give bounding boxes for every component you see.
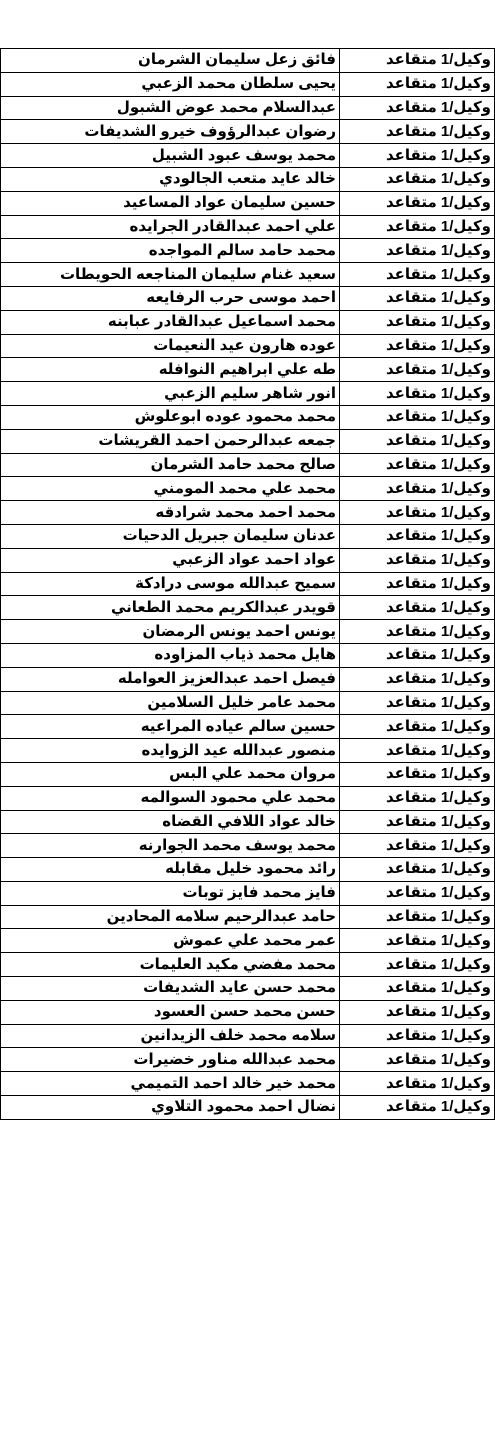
rank-cell: وكيل/1 متقاعد bbox=[340, 834, 495, 858]
rank-cell: وكيل/1 متقاعد bbox=[340, 49, 495, 73]
rank-cell: وكيل/1 متقاعد bbox=[340, 310, 495, 334]
table-row bbox=[1, 1072, 495, 1096]
name-cell: فيصل احمد عبدالعزيز العوامله bbox=[1, 667, 340, 691]
rank-cell: وكيل/1 متقاعد bbox=[340, 215, 495, 239]
table-row bbox=[1, 358, 495, 382]
table-row bbox=[1, 453, 495, 477]
rank-cell: وكيل/1 متقاعد bbox=[340, 1072, 495, 1096]
rank-cell: وكيل/1 متقاعد bbox=[340, 929, 495, 953]
table-row bbox=[1, 477, 495, 501]
name-cell: حسن محمد حسن العسود bbox=[1, 1000, 340, 1024]
table-row bbox=[1, 191, 495, 215]
table-row bbox=[1, 762, 495, 786]
rank-cell: وكيل/1 متقاعد bbox=[340, 524, 495, 548]
name-cell: سلامه محمد خلف الزيدانين bbox=[1, 1024, 340, 1048]
table-row bbox=[1, 548, 495, 572]
name-cell: قويدر عبدالكريم محمد الطعاني bbox=[1, 596, 340, 620]
table-row bbox=[1, 810, 495, 834]
table-row bbox=[1, 167, 495, 191]
rank-cell: وكيل/1 متقاعد bbox=[340, 1096, 495, 1120]
table-row bbox=[1, 667, 495, 691]
table-row bbox=[1, 929, 495, 953]
name-cell: مروان محمد علي البس bbox=[1, 762, 340, 786]
name-cell: انور شاهر سليم الزعبي bbox=[1, 382, 340, 406]
name-cell: محمد مفضي مكيد العليمات bbox=[1, 953, 340, 977]
name-cell: سميح عبدالله موسى درادكة bbox=[1, 572, 340, 596]
rank-cell: وكيل/1 متقاعد bbox=[340, 786, 495, 810]
table-row bbox=[1, 1048, 495, 1072]
table-row bbox=[1, 977, 495, 1001]
roster-sheet bbox=[0, 48, 495, 1120]
table-row bbox=[1, 49, 495, 73]
rank-cell: وكيل/1 متقاعد bbox=[340, 263, 495, 287]
name-cell: حامد عبدالرحيم سلامه المحادين bbox=[1, 905, 340, 929]
rank-cell: وكيل/1 متقاعد bbox=[340, 715, 495, 739]
table-row bbox=[1, 405, 495, 429]
table-row bbox=[1, 739, 495, 763]
table-row bbox=[1, 286, 495, 310]
name-cell: احمد موسى حرب الرفايعه bbox=[1, 286, 340, 310]
name-cell: محمد محمود عوده ابوعلوش bbox=[1, 405, 340, 429]
name-cell: نضال احمد محمود التلاوي bbox=[1, 1096, 340, 1120]
name-cell: عبدالسلام محمد عوض الشبول bbox=[1, 96, 340, 120]
rank-cell: وكيل/1 متقاعد bbox=[340, 429, 495, 453]
rank-cell: وكيل/1 متقاعد bbox=[340, 358, 495, 382]
rank-cell: وكيل/1 متقاعد bbox=[340, 1024, 495, 1048]
table-row bbox=[1, 501, 495, 525]
name-cell: فايز محمد فايز توبات bbox=[1, 881, 340, 905]
name-cell: محمد احمد محمد شرادقه bbox=[1, 501, 340, 525]
blank-header-area bbox=[0, 0, 495, 48]
rank-cell: وكيل/1 متقاعد bbox=[340, 881, 495, 905]
name-cell: محمد عامر خليل السلامين bbox=[1, 691, 340, 715]
name-cell: محمد عبدالله مناور خضيرات bbox=[1, 1048, 340, 1072]
table-row bbox=[1, 620, 495, 644]
name-cell: علي احمد عبدالقادر الجرايده bbox=[1, 215, 340, 239]
table-row bbox=[1, 691, 495, 715]
table-row bbox=[1, 1096, 495, 1120]
name-cell: سعيد غنام سليمان المناجعه الحويطات bbox=[1, 263, 340, 287]
name-cell: محمد علي محمود السوالمه bbox=[1, 786, 340, 810]
rank-cell: وكيل/1 متقاعد bbox=[340, 1048, 495, 1072]
table-row bbox=[1, 834, 495, 858]
table-row bbox=[1, 120, 495, 144]
rank-cell: وكيل/1 متقاعد bbox=[340, 905, 495, 929]
name-cell: محمد يوسف عبود الشبيل bbox=[1, 144, 340, 168]
name-cell: محمد اسماعيل عبدالقادر عبابنه bbox=[1, 310, 340, 334]
table-row bbox=[1, 72, 495, 96]
rank-cell: وكيل/1 متقاعد bbox=[340, 477, 495, 501]
rank-cell: وكيل/1 متقاعد bbox=[340, 120, 495, 144]
rank-cell: وكيل/1 متقاعد bbox=[340, 286, 495, 310]
rank-cell: وكيل/1 متقاعد bbox=[340, 239, 495, 263]
name-cell: محمد يوسف محمد الجوارنه bbox=[1, 834, 340, 858]
name-cell: فائق زعل سليمان الشرمان bbox=[1, 49, 340, 73]
name-cell: محمد علي محمد المومني bbox=[1, 477, 340, 501]
rank-cell: وكيل/1 متقاعد bbox=[340, 977, 495, 1001]
name-cell: عواد احمد عواد الزعبي bbox=[1, 548, 340, 572]
name-cell: طه علي ابراهيم النوافله bbox=[1, 358, 340, 382]
rank-cell: وكيل/1 متقاعد bbox=[340, 96, 495, 120]
rank-cell: وكيل/1 متقاعد bbox=[340, 572, 495, 596]
name-cell: محمد حامد سالم المواجده bbox=[1, 239, 340, 263]
rank-cell: وكيل/1 متقاعد bbox=[340, 691, 495, 715]
name-cell: خالد عايد متعب الجالودي bbox=[1, 167, 340, 191]
rank-cell: وكيل/1 متقاعد bbox=[340, 191, 495, 215]
name-cell: عوده هارون عيد النعيمات bbox=[1, 334, 340, 358]
rank-cell: وكيل/1 متقاعد bbox=[340, 762, 495, 786]
table-row bbox=[1, 1000, 495, 1024]
name-cell: عدنان سليمان جبريل الدحيات bbox=[1, 524, 340, 548]
name-cell: حسين سليمان عواد المساعيد bbox=[1, 191, 340, 215]
table-row bbox=[1, 263, 495, 287]
table-row bbox=[1, 96, 495, 120]
table-row bbox=[1, 144, 495, 168]
table-row bbox=[1, 429, 495, 453]
rank-cell: وكيل/1 متقاعد bbox=[340, 739, 495, 763]
rank-cell: وكيل/1 متقاعد bbox=[340, 167, 495, 191]
name-cell: جمعه عبدالرحمن احمد القريشات bbox=[1, 429, 340, 453]
name-cell: هايل محمد ذياب المزاوده bbox=[1, 643, 340, 667]
rank-cell: وكيل/1 متقاعد bbox=[340, 453, 495, 477]
rank-cell: وكيل/1 متقاعد bbox=[340, 620, 495, 644]
table-row bbox=[1, 1024, 495, 1048]
rank-cell: وكيل/1 متقاعد bbox=[340, 334, 495, 358]
table-row bbox=[1, 524, 495, 548]
table-row bbox=[1, 953, 495, 977]
rank-cell: وكيل/1 متقاعد bbox=[340, 858, 495, 882]
rank-cell: وكيل/1 متقاعد bbox=[340, 548, 495, 572]
name-cell: عمر محمد علي عموش bbox=[1, 929, 340, 953]
rank-cell: وكيل/1 متقاعد bbox=[340, 643, 495, 667]
rank-cell: وكيل/1 متقاعد bbox=[340, 810, 495, 834]
name-cell: رضوان عبدالرؤوف خيرو الشديفات bbox=[1, 120, 340, 144]
name-cell: يونس احمد يونس الرمضان bbox=[1, 620, 340, 644]
table-row bbox=[1, 596, 495, 620]
table-row bbox=[1, 715, 495, 739]
table-row bbox=[1, 905, 495, 929]
rank-cell: وكيل/1 متقاعد bbox=[340, 667, 495, 691]
rank-cell: وكيل/1 متقاعد bbox=[340, 1000, 495, 1024]
name-cell: رائد محمود خليل مقابله bbox=[1, 858, 340, 882]
name-cell: خالد عواد اللافي القضاه bbox=[1, 810, 340, 834]
name-cell: منصور عبدالله عيد الزوايده bbox=[1, 739, 340, 763]
name-cell: محمد خير خالد احمد التميمي bbox=[1, 1072, 340, 1096]
roster-table-body bbox=[1, 49, 495, 1120]
table-row bbox=[1, 572, 495, 596]
roster-table bbox=[0, 48, 495, 1120]
table-row bbox=[1, 310, 495, 334]
table-row bbox=[1, 239, 495, 263]
table-row bbox=[1, 881, 495, 905]
table-row bbox=[1, 643, 495, 667]
name-cell: يحيى سلطان محمد الزعبي bbox=[1, 72, 340, 96]
table-row bbox=[1, 786, 495, 810]
table-row bbox=[1, 858, 495, 882]
table-row bbox=[1, 215, 495, 239]
name-cell: حسين سالم عياده المراعيه bbox=[1, 715, 340, 739]
name-cell: محمد حسن عايد الشديفات bbox=[1, 977, 340, 1001]
table-row bbox=[1, 334, 495, 358]
rank-cell: وكيل/1 متقاعد bbox=[340, 72, 495, 96]
table-row bbox=[1, 382, 495, 406]
rank-cell: وكيل/1 متقاعد bbox=[340, 953, 495, 977]
rank-cell: وكيل/1 متقاعد bbox=[340, 596, 495, 620]
rank-cell: وكيل/1 متقاعد bbox=[340, 144, 495, 168]
rank-cell: وكيل/1 متقاعد bbox=[340, 405, 495, 429]
name-cell: صالح محمد حامد الشرمان bbox=[1, 453, 340, 477]
rank-cell: وكيل/1 متقاعد bbox=[340, 382, 495, 406]
rank-cell: وكيل/1 متقاعد bbox=[340, 501, 495, 525]
